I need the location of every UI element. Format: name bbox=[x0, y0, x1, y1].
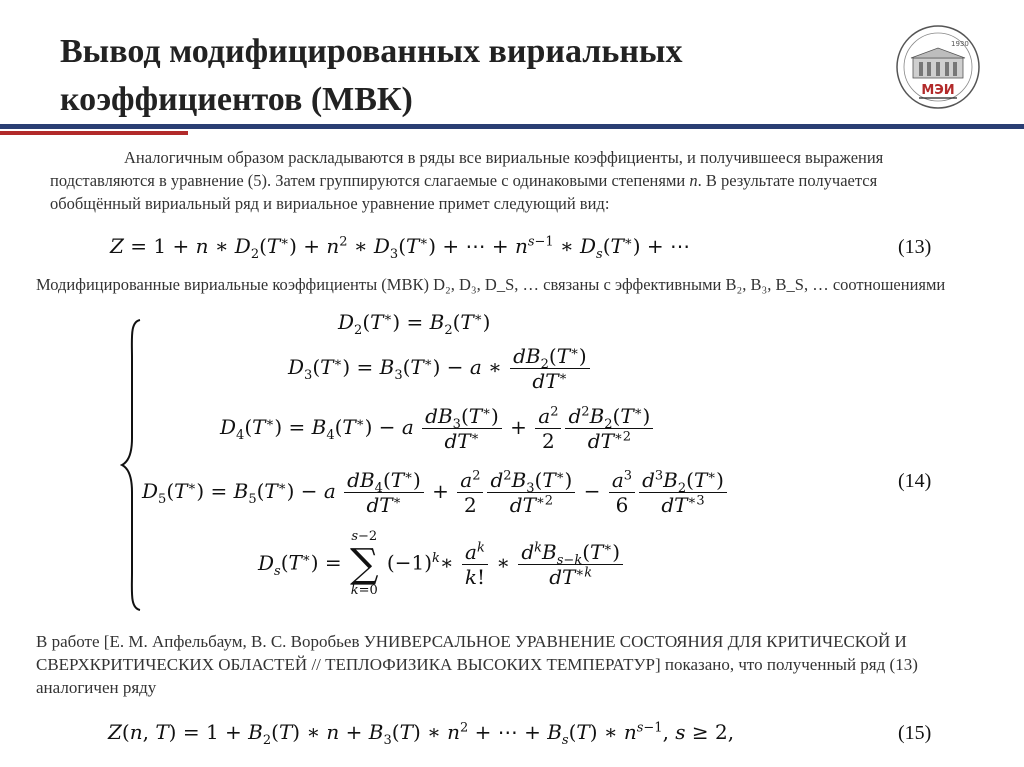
equation-13-number: (13) bbox=[898, 236, 932, 258]
title-divider-red bbox=[0, 131, 188, 135]
equation-13: Z = 1 + n ∗ $D_2(T^∗) + n^2$ ∗ $D_3(T^∗)$ + ⋯ + $n^{s-1}$ ∗ $D_s(T^∗)$ + ⋯ bbox=[110, 234, 690, 262]
logo-text: МЭИ bbox=[921, 83, 955, 98]
logo-year: 1930 bbox=[951, 40, 969, 48]
title-divider-blue bbox=[0, 124, 1024, 129]
paragraph-reference: В работе [Е. М. Апфельбаум, В. С. Воробьев УНИВЕРСАЛЬНОЕ УРАВНЕНИЕ СОСТОЯНИЯ ДЛЯ КРИТИЧЕСКОЙ И СВЕРХКРИТИЧЕСКИХ ОБЛАСТЕЙ // ТЕПЛОФИЗИКА ВЫСОКИХ ТЕМПЕРАТУР] показано, что полученный ряд (13) аналогичен ряду bbox=[36, 632, 918, 697]
equation-14-line-3: $D_4(T^∗) = B_4(T^∗) - a$ $\frac{dB_3(T^∗)}{dT^∗}$ + $\frac{a^2}{2}$ $\frac{d^2B_2(T^∗)}{dT^{∗2}}$ bbox=[220, 404, 655, 453]
paragraph1-end: . В результате получается обобщённый вириальный ряд и вириальное уравнение примет следующий вид: bbox=[50, 171, 878, 213]
paragraph-modified-coefficients: Модифицированные вириальные коэффициенты (МВК) D₂, D₃, D_S, … связаны с эффективными B₂, B₃, B_S, … соотношениями bbox=[36, 275, 946, 294]
system-brace bbox=[120, 318, 144, 612]
paragraph1-text: Аналогичным образом раскладываются в ряды все вириальные коэффициенты, и получившееся выражения подставляются в уравнение (5). Затем группируются слагаемые с одинаковыми степенями bbox=[50, 148, 884, 190]
paragraph-series-expansion bbox=[50, 146, 950, 215]
equation-14-number: (14) bbox=[898, 470, 932, 492]
equation-15: Z(n, $T) = 1 + B_2(T)$ ∗ $n + B_3(T)$ ∗ $n^2$ + ⋯ + $B_s(T)$ ∗ $n^{s-1}$, s ≥ 2, bbox=[108, 720, 735, 748]
mei-logo bbox=[895, 24, 981, 110]
slide-title: Вывод модифицированных вириальных коэффициентов (МВК) bbox=[60, 33, 683, 118]
equation-15-number: (15) bbox=[898, 722, 932, 744]
equation-14-line-4: $D_5(T^∗) = B_5(T^∗) - a$ $\frac{dB_4(T^∗)}{dT^∗}$ + $\frac{a^2}{2}$ $\frac{d^2B_3(T^∗)}{dT^{∗2}}$ − $\frac{a^3}{6}$ $\frac{d^3B_2(T^∗)}{dT^{∗3}}$ bbox=[142, 468, 729, 517]
equation-14-line-2: $D_3(T^∗) = B_3(T^∗) - a$ ∗ $\frac{dB_2(T^∗)}{dT^∗}$ bbox=[288, 344, 592, 393]
paragraph1-variable: n bbox=[689, 171, 698, 190]
equation-14-line-1: $D_2(T^∗) = B_2(T^∗)$ bbox=[338, 310, 491, 338]
equation-14-line-5: $D_s(T^∗) = s-2$ ∑ k=0 $(-1)^k∗$ $\frac{a^k}{k!}$ ∗ $\frac{d^kB_{s-k}(T^∗)}{dT^{∗k}}$ bbox=[258, 530, 625, 598]
